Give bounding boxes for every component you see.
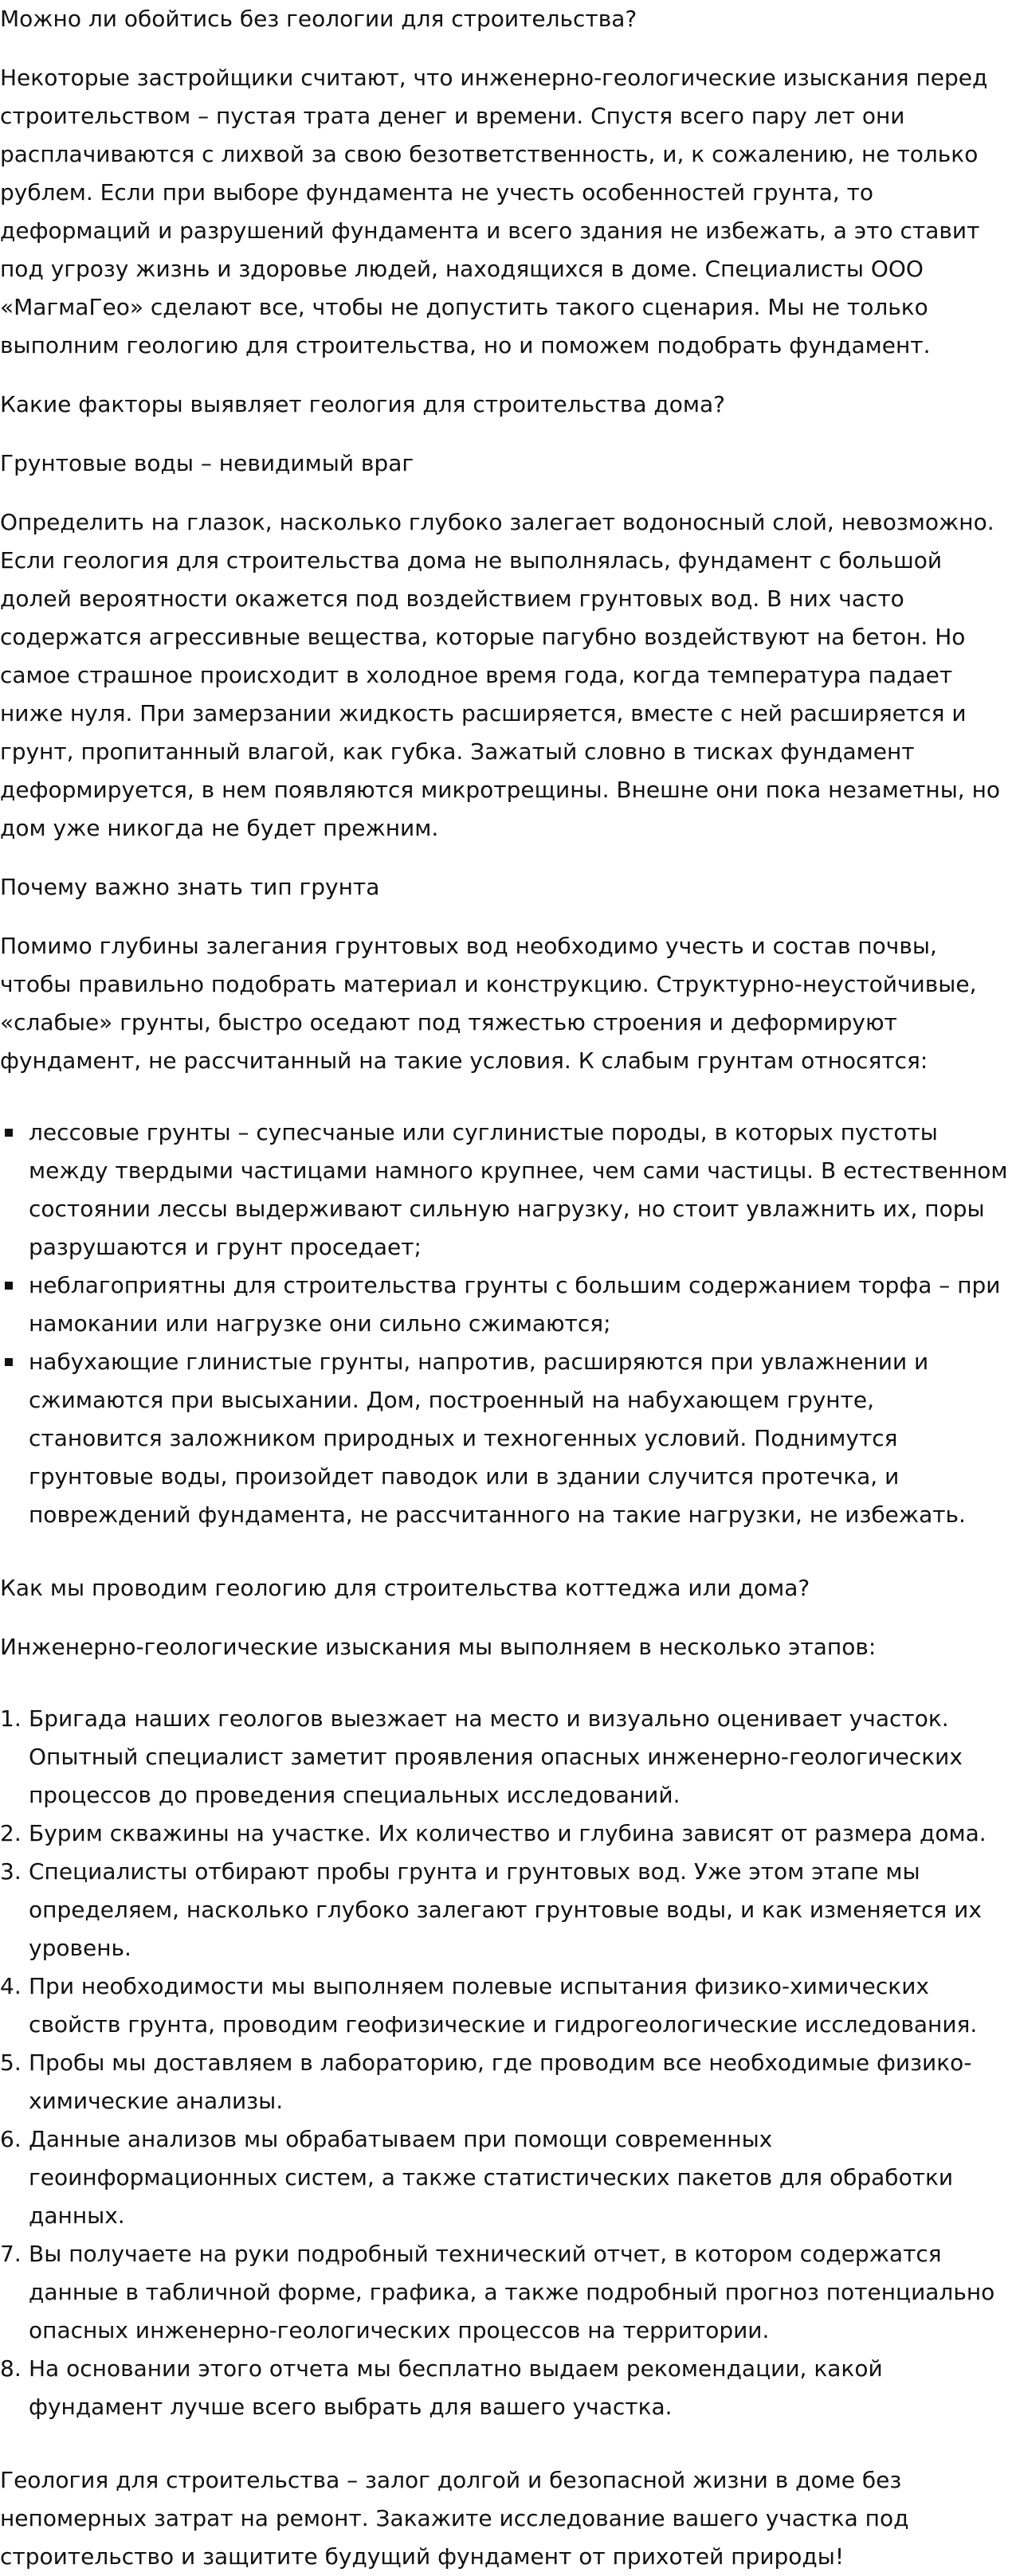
page-title: Можно ли обойтись без геологии для строительства?	[0, 6, 637, 32]
list-number: 1.	[0, 1705, 22, 1732]
list-item	[0, 2235, 1009, 2350]
list-item: набухающие глинистые грунты, напротив, расширяются при увлажнении и сжимаются при высыхании. Дом, построенный на набухающем грунте, становится заложником природных и техногенных условий. Поднимутся грунтовые воды, произойдет паводок или в здании случится протечка, и повреждений фундамента, не рассчитанного на такие нагрузки, не избежать.	[0, 1343, 1009, 1534]
list-text: Пробы мы доставляем в лабораторию, где проводим все необходимые физико-химические анализы.	[29, 2049, 972, 2114]
list-number: 4.	[0, 1973, 22, 1999]
list-number: 3.	[0, 1858, 22, 1885]
list-number: 6.	[0, 2126, 22, 2152]
list-text: Данные анализов мы обрабатываем при помощи современных геоинформационных систем, а также статистических пакетов для обработки данных.	[29, 2126, 954, 2229]
list-number: 5.	[0, 2049, 22, 2076]
stages-list	[0, 1700, 1009, 2426]
intro-paragraph: Некоторые застройщики считают, что инженерно-геологические изыскания перед строительством – пустая трата денег и времени. Спустя всего пару лет они расплачиваются с лихвой за свою безответственность, и, к сожалению, не только рублем. Если при выборе фундамента не учесть особенностей грунта, то деформаций и разрушений фундамента и всего здания не избежать, а это ставит под угрозу жизнь и здоровье людей, находящихся в доме. Специалисты ООО «МагмаГео» сделают все, чтобы не допустить такого сценария. Мы не только выполним геологию для строительства, но и поможем подобрать фундамент.	[0, 65, 988, 358]
heading-soil-type: Почему важно знать тип грунта	[0, 874, 380, 900]
list-item	[0, 2350, 1009, 2426]
list-item	[0, 2120, 1009, 2235]
list-item	[0, 1853, 1009, 1967]
closing-paragraph: Геология для строительства – залог долгой и безопасной жизни в доме без непомерных затрат на ремонт. Закажите исследование вашего участка под строительство и защитите будущий фундамент от прихотей природы!	[0, 2467, 909, 2570]
list-item: лессовые грунты – супесчаные или суглинистые породы, в которых пустоты между твердыми частицами намного крупнее, чем сами частицы. В естественном состоянии лессы выдерживают сильную нагрузку, но стоит увлажнить их, поры разрушаются и грунт проседает;	[0, 1114, 1009, 1266]
soil-paragraph: Помимо глубины залегания грунтовых вод необходимо учесть и состав почвы, чтобы правильно подобрать материал и конструкцию. Структурно-неустойчивые, «слабые» грунты, быстро оседают под тяжестью строения и деформируют фундамент, не рассчитанный на такие условия. К слабым грунтам относятся:	[0, 933, 977, 1074]
heading-how: Как мы проводим геологию для строительства коттеджа или дома?	[0, 1575, 810, 1601]
list-text: Бурим скважины на участке. Их количество и глубина зависят от размера дома.	[29, 1820, 987, 1846]
list-text: Вы получаете на руки подробный технический отчет, в котором содержатся данные в табличной форме, графика, а также подробный прогноз потенциально опасных инженерно-геологических процессов на территории.	[29, 2241, 995, 2343]
list-text: Специалисты отбирают пробы грунта и грунтовых вод. Уже этом этапе мы определяем, насколько глубоко залегают грунтовые воды, и как изменяется их уровень.	[29, 1858, 982, 1961]
stages-intro: Инженерно-геологические изыскания мы выполняем в несколько этапов:	[0, 1634, 877, 1660]
heading-groundwater: Грунтовые воды – невидимый враг	[0, 450, 414, 476]
list-number: 7.	[0, 2241, 22, 2267]
list-text: При необходимости мы выполняем полевые испытания физико-химических свойств грунта, проводим геофизические и гидрогеологические исследования.	[29, 1973, 978, 2038]
list-text: Бригада наших геологов выезжает на место и визуально оценивает участок. Опытный специалист заметит проявления опасных инженерно-геологических процессов до проведения специальных исследований.	[29, 1705, 963, 1808]
weak-soils-list	[0, 1114, 1009, 1534]
list-item	[0, 1700, 1009, 1815]
list-item: неблагоприятны для строительства грунты с большим содержанием торфа – при намокании или нагрузке они сильно сжимаются;	[0, 1266, 1009, 1343]
list-text: На основании этого отчета мы бесплатно выдаем рекомендации, какой фундамент лучше всего выбрать для вашего участка.	[29, 2355, 883, 2420]
list-number: 2.	[0, 1820, 22, 1846]
list-item	[0, 1815, 1009, 1853]
heading-factors: Какие факторы выявляет геология для строительства дома?	[0, 391, 726, 417]
list-number: 8.	[0, 2355, 22, 2382]
groundwater-paragraph: Определить на глазок, насколько глубоко залегает водоносный слой, невозможно. Если геология для строительства дома не выполнялась, фундамент с большой долей вероятности окажется под воздействием грунтовых вод. В них часто содержатся агрессивные вещества, которые пагубно воздействуют на бетон. Но самое страшное происходит в холодное время года, когда температура падает ниже нуля. При замерзании жидкость расширяется, вместе с ней расширяется и грунт, пропитанный влагой, как губка. Зажатый словно в тисках фундамент деформируется, в нем появляются микротрещины. Внешне они пока незаметны, но дом уже никогда не будет прежним.	[0, 509, 1001, 841]
list-item	[0, 2044, 1009, 2120]
list-item	[0, 1967, 1009, 2044]
